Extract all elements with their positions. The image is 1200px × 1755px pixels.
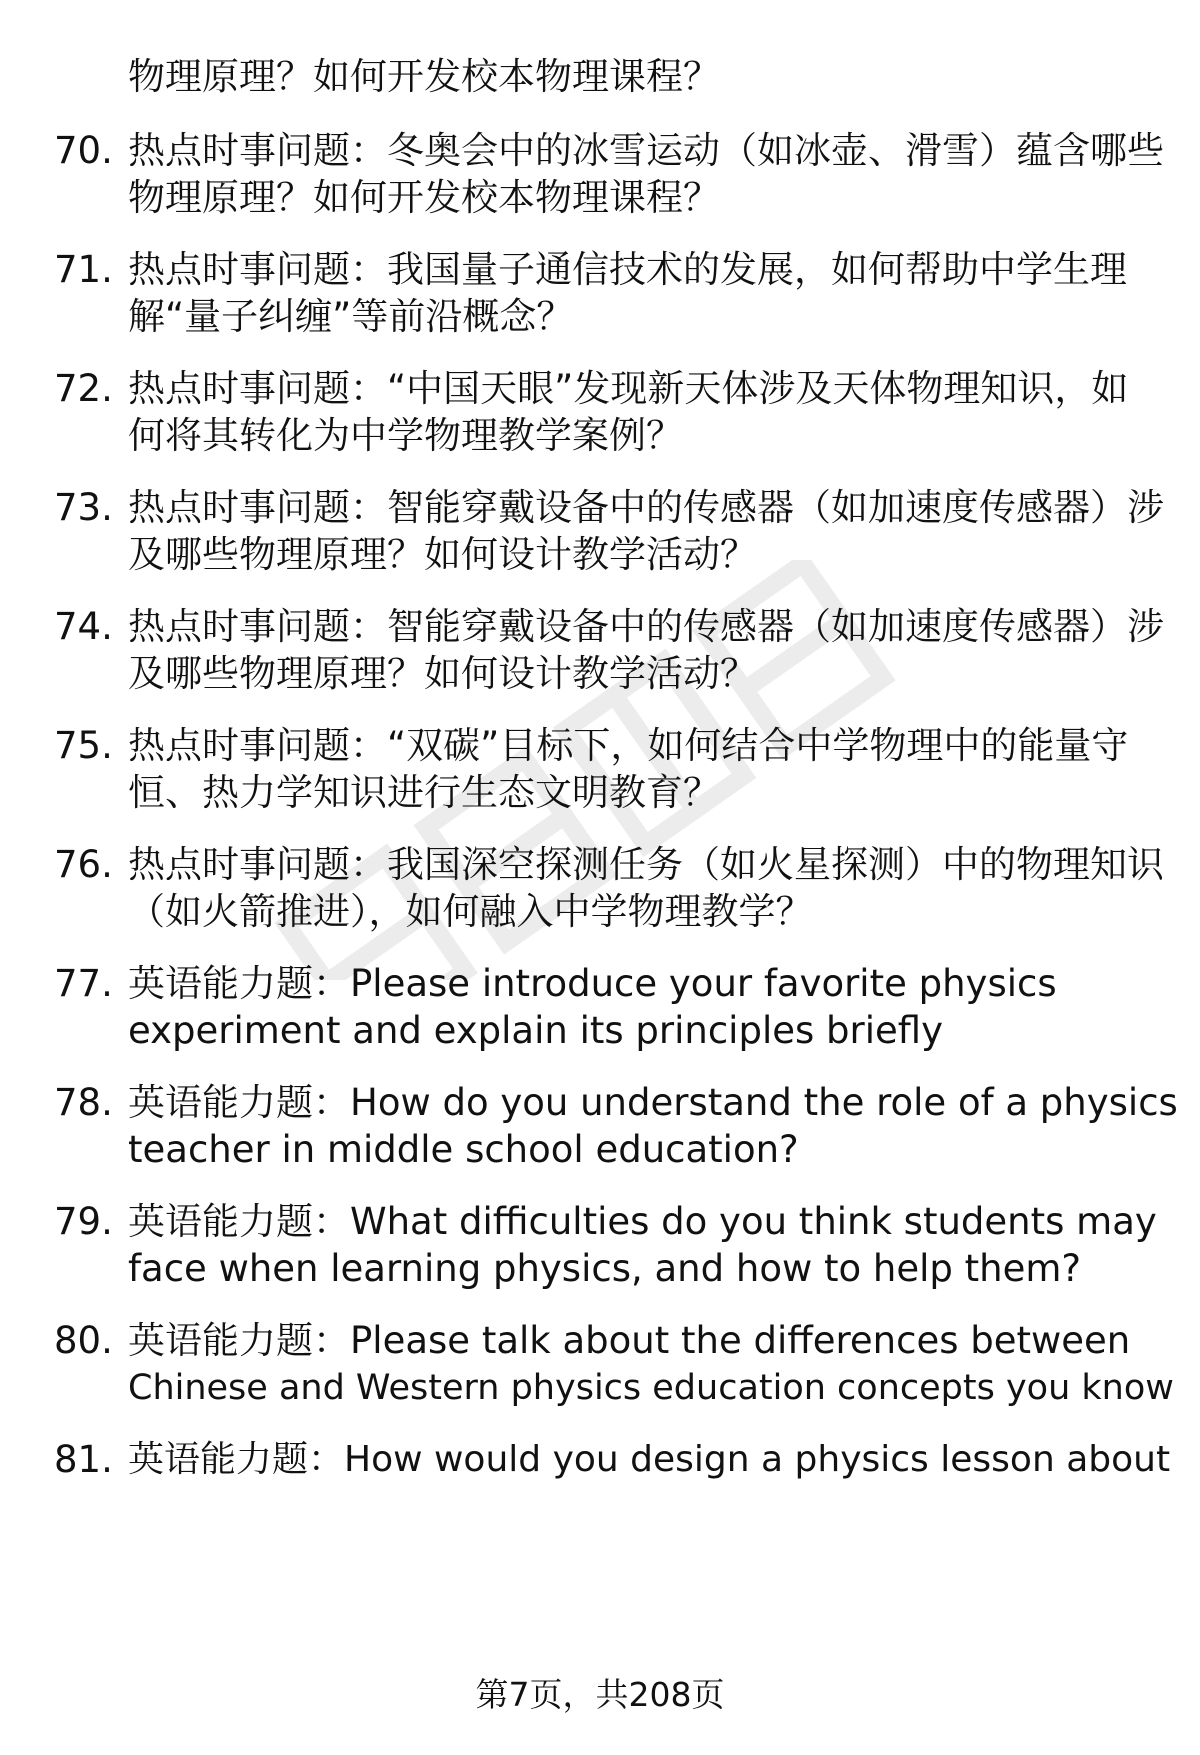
question-line: 解“量子纠缠”等前沿概念？ [128, 295, 574, 338]
question-line: 热点时事问题：我国深空探测任务（如火星探测）中的物理知识 [128, 843, 1164, 886]
question-number: 78. [54, 1081, 113, 1124]
question-number: 80. [54, 1319, 113, 1362]
question-line: 及哪些物理原理？如何设计教学活动？ [128, 533, 757, 576]
question-line: face when learning physics, and how to help them? [128, 1247, 1082, 1290]
question-line: 英语能力题：What difficulties do you think students may [128, 1200, 1157, 1243]
question-line: 恒、热力学知识进行生态文明教育？ [128, 771, 720, 814]
question-number: 73. [54, 486, 113, 529]
question-number: 79. [54, 1200, 113, 1243]
question-number: 77. [54, 962, 113, 1005]
question-line: 热点时事问题：“中国天眼”发现新天体涉及天体物理知识，如 [128, 367, 1129, 410]
question-number: 70. [54, 129, 113, 172]
question-line: 及哪些物理原理？如何设计教学活动？ [128, 652, 757, 695]
question-line: 英语能力题：How do you understand the role of a physics [128, 1081, 1178, 1124]
question-number: 74. [54, 605, 113, 648]
question-number: 81. [54, 1438, 113, 1481]
question-line: 热点时事问题：智能穿戴设备中的传感器（如加速度传感器）涉 [128, 605, 1164, 648]
continuation-line: 物理原理？如何开发校本物理课程？ [128, 55, 720, 98]
question-line: 英语能力题：Please talk about the differences between [128, 1319, 1131, 1362]
question-number: 76. [54, 843, 113, 886]
question-line: teacher in middle school education? [128, 1128, 799, 1171]
question-line: 热点时事问题：冬奥会中的冰雪运动（如冰壶、滑雪）蕴含哪些 [128, 129, 1164, 172]
question-line: experiment and explain its principles briefly [128, 1009, 943, 1052]
question-line: 何将其转化为中学物理教学案例？ [128, 414, 683, 457]
question-number: 71. [54, 248, 113, 291]
question-line: 物理原理？如何开发校本物理课程？ [128, 176, 720, 219]
question-line: 英语能力题：How would you design a physics lesson about [128, 1439, 1171, 1480]
page-number-footer: 第7页，共208页 [475, 1675, 725, 1714]
question-line: 热点时事问题：我国量子通信技术的发展，如何帮助中学生理 [128, 248, 1127, 291]
question-number: 75. [54, 724, 113, 767]
question-line: （如火箭推进），如何融入中学物理教学？ [128, 890, 813, 933]
question-line: 热点时事问题：智能穿戴设备中的传感器（如加速度传感器）涉 [128, 486, 1164, 529]
question-line: Chinese and Western physics education concepts you know [128, 1368, 1174, 1408]
question-number: 72. [54, 367, 113, 410]
question-line: 热点时事问题：“双碳”目标下，如何结合中学物理中的能量守 [128, 724, 1129, 767]
question-line: 英语能力题：Please introduce your favorite physics [128, 962, 1057, 1005]
